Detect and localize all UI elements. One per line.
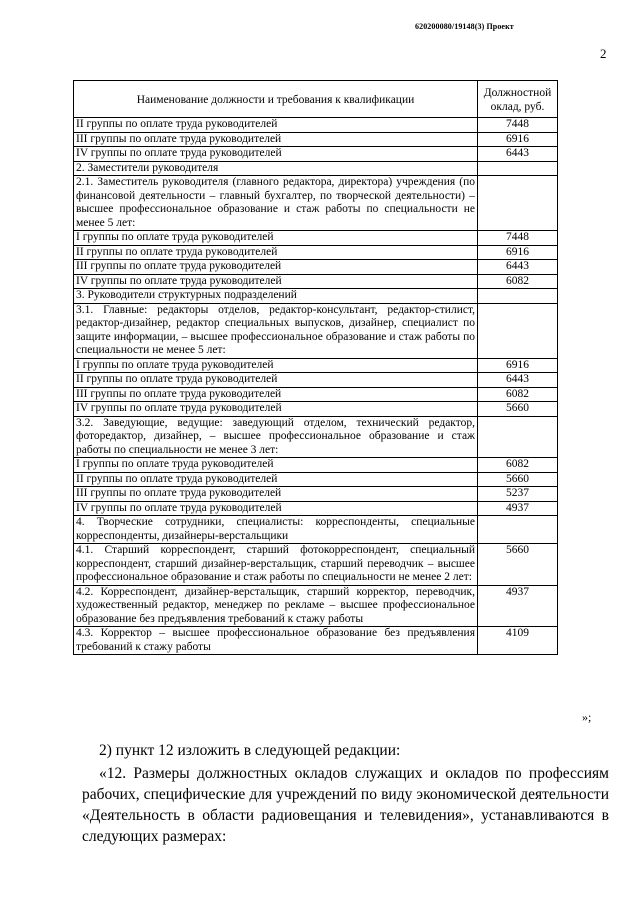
- amendment-paragraph: 2) пункт 12 изложить в следующей редакции:: [99, 742, 401, 759]
- table-row: [74, 132, 558, 147]
- header-position: Наименование должности и требования к квалификации: [74, 81, 478, 118]
- row-salary: 5660: [478, 402, 558, 417]
- row-salary: [478, 516, 558, 544]
- row-description: 2.1. Заместитель руководителя (главного редактора, директора) учреждения (по финансовой деятельности – главный бухгалтер, по творческой деятельности) – высшее профессиональное образование и стаж работы по специальности не менее 5 лет:: [74, 176, 478, 231]
- row-salary: [478, 416, 558, 458]
- row-salary: 4937: [478, 585, 558, 627]
- row-salary: 6916: [478, 358, 558, 373]
- table-row: [74, 544, 558, 586]
- table-row: [74, 501, 558, 516]
- row-description: 4.3. Корректор – высшее профессиональное образование без предъявления требований к стажу работы: [74, 627, 478, 655]
- row-description: I группы по оплате труда руководителей: [74, 458, 478, 473]
- table-row: [74, 245, 558, 260]
- table-row: [74, 416, 558, 458]
- document-id: 620200080/19148(3) Проект: [415, 22, 514, 31]
- row-salary: 4937: [478, 501, 558, 516]
- row-description: 4.1. Старший корреспондент, старший фотокорреспондент, специальный корреспондент, старший дизайнер-верстальщик, старший переводчик – высшее профессиональное образование и стаж работы по специальности не менее 2 лет:: [74, 544, 478, 586]
- row-description: II группы по оплате труда руководителей: [74, 373, 478, 388]
- table-row: [74, 303, 558, 358]
- row-salary: 7448: [478, 118, 558, 133]
- salary-table: [73, 80, 558, 655]
- table-row: [74, 147, 558, 162]
- row-description: 3.1. Главные: редакторы отделов, редактор-консультант, редактор-стилист, редактор-дизайнер, редактор специальных выпусков, дизайнер, специалист по защите информации, – высшее профессиональное образование и стаж работы по специальности не менее 5 лет:: [74, 303, 478, 358]
- table-row: [74, 387, 558, 402]
- row-salary: [478, 176, 558, 231]
- table-row: [74, 373, 558, 388]
- row-description: III группы по оплате труда руководителей: [74, 260, 478, 275]
- table-row: [74, 472, 558, 487]
- row-salary: 6443: [478, 260, 558, 275]
- row-description: 4. Творческие сотрудники, специалисты: корреспонденты, специальные корреспонденты, дизайнеры-верстальщики: [74, 516, 478, 544]
- row-salary: [478, 161, 558, 176]
- table-row: [74, 458, 558, 473]
- table-row: [74, 516, 558, 544]
- row-salary: 6443: [478, 147, 558, 162]
- table-row: [74, 487, 558, 502]
- table-body: [74, 118, 558, 655]
- row-salary: 5660: [478, 472, 558, 487]
- table-row: [74, 585, 558, 627]
- table-row: [74, 176, 558, 231]
- table-row: [74, 274, 558, 289]
- row-description: I группы по оплате труда руководителей: [74, 231, 478, 246]
- row-description: IV группы по оплате труда руководителей: [74, 501, 478, 516]
- row-salary: 6443: [478, 373, 558, 388]
- row-description: I группы по оплате труда руководителей: [74, 358, 478, 373]
- row-salary: 5660: [478, 544, 558, 586]
- row-salary: 5237: [478, 487, 558, 502]
- row-description: 3.2. Заведующие, ведущие: заведующий отделом, технический редактор, фоторедактор, дизайнер, – высшее профессиональное образование и стаж работы по специальности не менее 3 лет:: [74, 416, 478, 458]
- row-salary: 6082: [478, 458, 558, 473]
- clause-12-paragraph: «12. Размеры должностных окладов служащих и окладов по профессиям рабочих, специфические для учреждений по виду экономической деятельности «Деятельность в области радиовещания и телевидения», устанавливаются в следующих размерах:: [82, 765, 609, 845]
- row-description: IV группы по оплате труда руководителей: [74, 147, 478, 162]
- table-row: [74, 358, 558, 373]
- row-description: IV группы по оплате труда руководителей: [74, 402, 478, 417]
- row-description: 4.2. Корреспондент, дизайнер-верстальщик, старший корректор, переводчик, художественный редактор, менеджер по рекламе – высшее профессиональное образование без предъявления требований к стажу работы: [74, 585, 478, 627]
- row-description: II группы по оплате труда руководителей: [74, 472, 478, 487]
- row-salary: 7448: [478, 231, 558, 246]
- table-row: [74, 260, 558, 275]
- row-description: II группы по оплате труда руководителей: [74, 118, 478, 133]
- header-salary: Должностной оклад, руб.: [478, 81, 558, 118]
- table-row: [74, 289, 558, 304]
- row-description: III группы по оплате труда руководителей: [74, 132, 478, 147]
- table-row: [74, 231, 558, 246]
- closing-quote: »;: [582, 710, 592, 724]
- row-description: 2. Заместители руководителя: [74, 161, 478, 176]
- row-salary: 6082: [478, 387, 558, 402]
- row-salary: 6916: [478, 132, 558, 147]
- row-salary: [478, 303, 558, 358]
- table-row: [74, 161, 558, 176]
- row-salary: 6082: [478, 274, 558, 289]
- row-description: 3. Руководители структурных подразделений: [74, 289, 478, 304]
- table-row: [74, 402, 558, 417]
- table-row: [74, 627, 558, 655]
- row-salary: [478, 289, 558, 304]
- row-description: II группы по оплате труда руководителей: [74, 245, 478, 260]
- row-description: III группы по оплате труда руководителей: [74, 387, 478, 402]
- table-header-row: [74, 81, 558, 118]
- row-salary: 6916: [478, 245, 558, 260]
- row-description: III группы по оплате труда руководителей: [74, 487, 478, 502]
- table-row: [74, 118, 558, 133]
- row-salary: 4109: [478, 627, 558, 655]
- row-description: IV группы по оплате труда руководителей: [74, 274, 478, 289]
- page-number: 2: [600, 46, 607, 61]
